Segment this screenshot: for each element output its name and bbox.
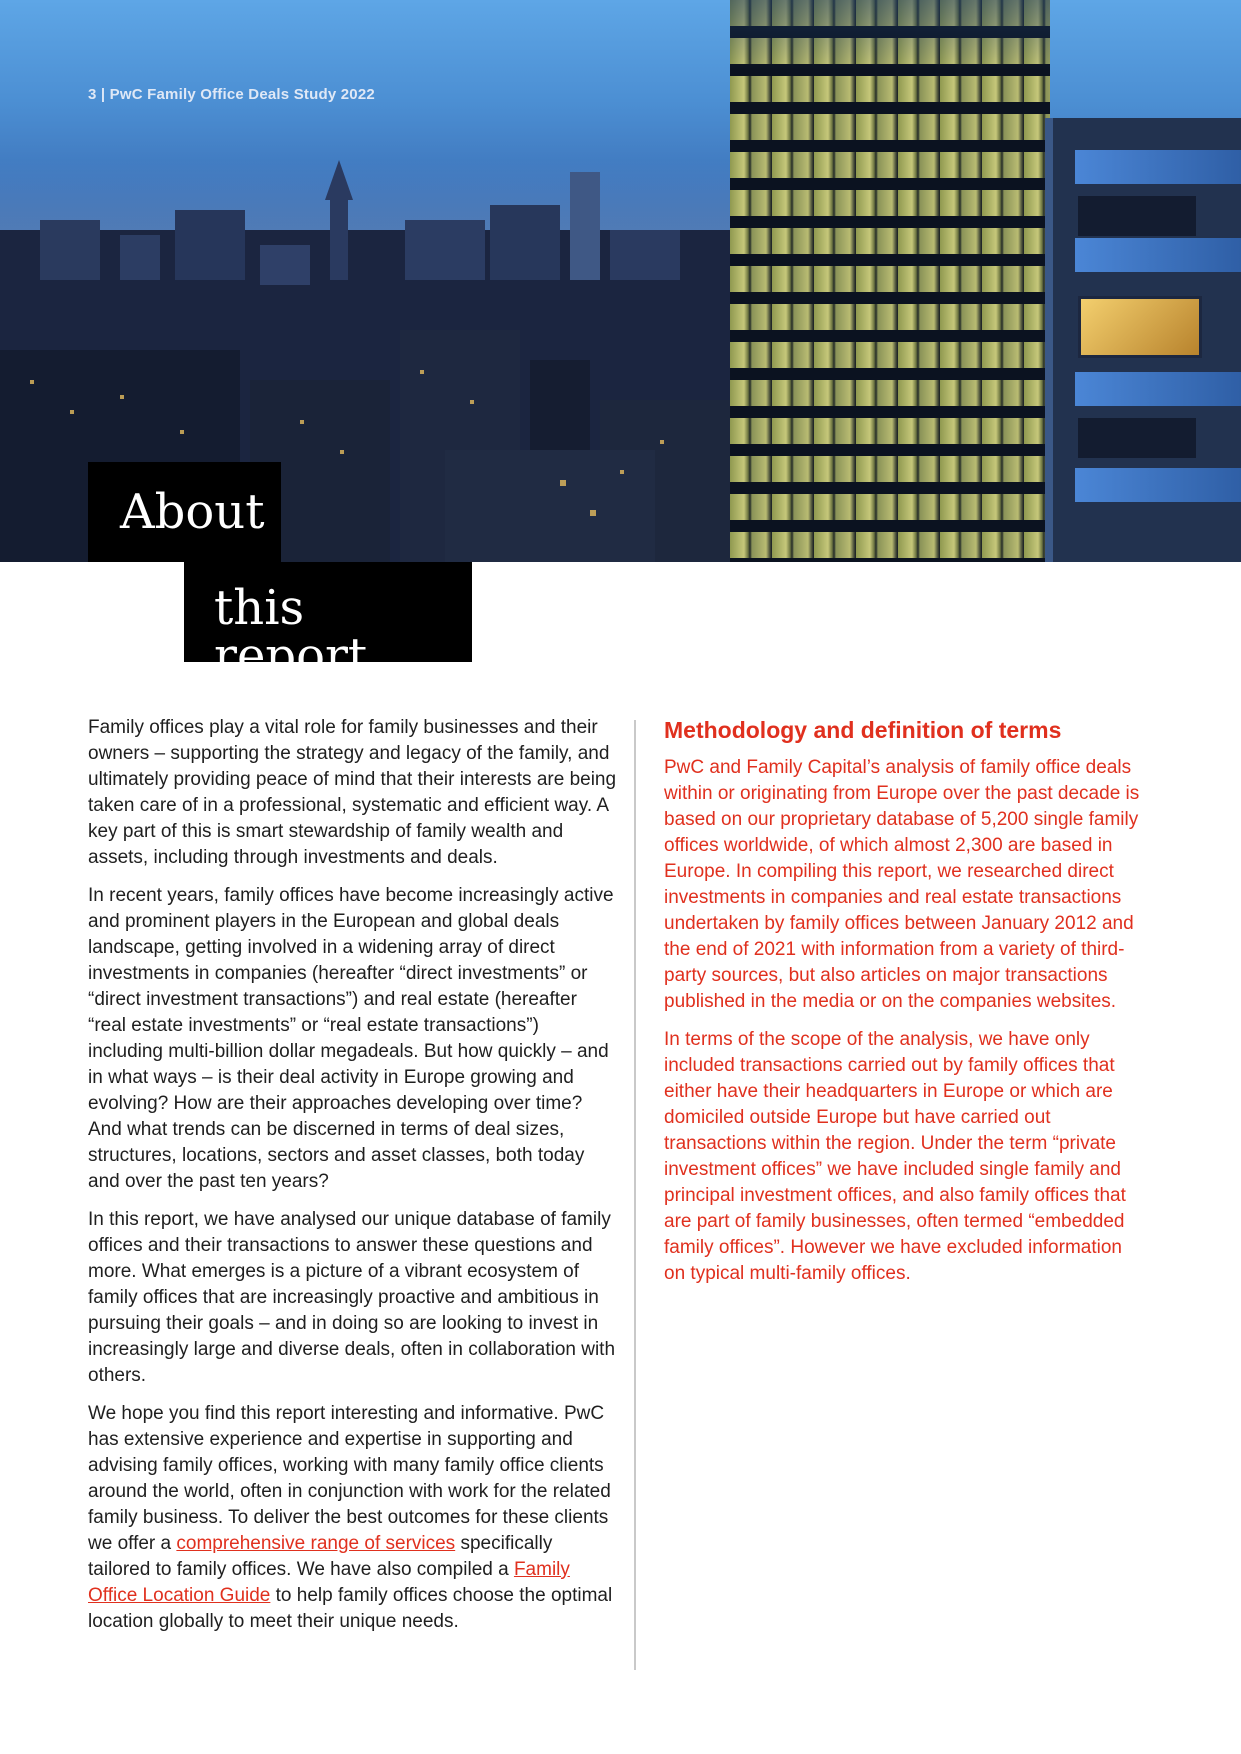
column-divider — [634, 720, 636, 1670]
location-guide-link[interactable]: Family Office Location Guide — [88, 1559, 570, 1606]
intro-paragraph-1: Family offices play a vital role for family businesses and their owners – supporting the strategy and legacy of the family, and ultimately providing peace of mind that their interests are being taken care of in a professional, systematic and efficient way. A key part of this is smart stewardship of family wealth and assets, including through investments and deals. — [88, 717, 617, 868]
intro-paragraph-3: In this report, we have analysed our unique database of family offices and their transactions to answer these questions and more. What emerges is a picture of a vibrant ecosystem of family offices that are increasingly proactive and ambitious in pursuing their goals – and in doing so are looking to invest in increasingly large and diverse deals, often in collaboration with others. — [88, 1209, 616, 1386]
closing-text-2: specifically tailored to family offices. We have also compiled a — [88, 1533, 553, 1580]
closing-text-1: We hope you find this report interesting and informative. PwC has extensive experience and expertise in supporting and advising family offices, working with many family office clients around the world, often in conjunction with work for the related family business. To deliver the best outcomes for these clients we offer a — [88, 1403, 611, 1554]
closing-text-3: to help family offices choose the optimal location globally to meet their unique needs. — [88, 1585, 613, 1632]
intro-paragraph-4 — [88, 1401, 618, 1635]
intro-column — [88, 715, 618, 1647]
methodology-paragraph-2: In terms of the scope of the analysis, we have only included transactions carried out by family offices that either have their headquarters in Europe or which are domiciled outside Europe but have carried out transactions within the region. Under the term “private investment offices” we have included single family and principal investment offices, and also family offices that are part of family businesses, often termed “embedded family offices”. However we have excluded information on typical multi-family offices. — [664, 1029, 1126, 1284]
methodology-heading: Methodology and definition of terms — [664, 717, 1062, 743]
methodology-column — [664, 715, 1144, 1299]
intro-paragraph-2: In recent years, family offices have become increasingly active and prominent players in the European and global deals landscape, getting involved in a widening array of direct investments in companies (hereafter “direct investments” or “direct investment transactions”) and real estate (hereafter “real estate investments” or “real estate transactions”) including multi-billion dollar megadeals. But how quickly – and in what ways – is their deal activity in Europe growing and evolving? How are their approaches developing over time? And what trends can be discerned in terms of deal sizes, structures, locations, sectors and asset classes, both today and over the past ten years? — [88, 885, 614, 1192]
page-header-label: 3 | PwC Family Office Deals Study 2022 — [88, 86, 375, 103]
page-title-line-1: About — [88, 462, 281, 562]
services-link[interactable]: comprehensive range of services — [176, 1533, 456, 1554]
methodology-paragraph-1: PwC and Family Capital’s analysis of family office deals within or originating from Europe over the past decade is based on our proprietary database of 5,200 single family offices worldwide, of which almost 2,300 are based in Europe. In compiling this report, we researched direct investments in companies and real estate transactions undertaken by family offices between January 2012 and the end of 2021 with information from a variety of third-party sources, but also articles on major transactions published in the media or on the companies websites. — [664, 757, 1140, 1012]
office-tower — [730, 0, 1050, 562]
page-title-line-2: this report — [184, 562, 472, 662]
lit-office-window — [1078, 296, 1202, 358]
